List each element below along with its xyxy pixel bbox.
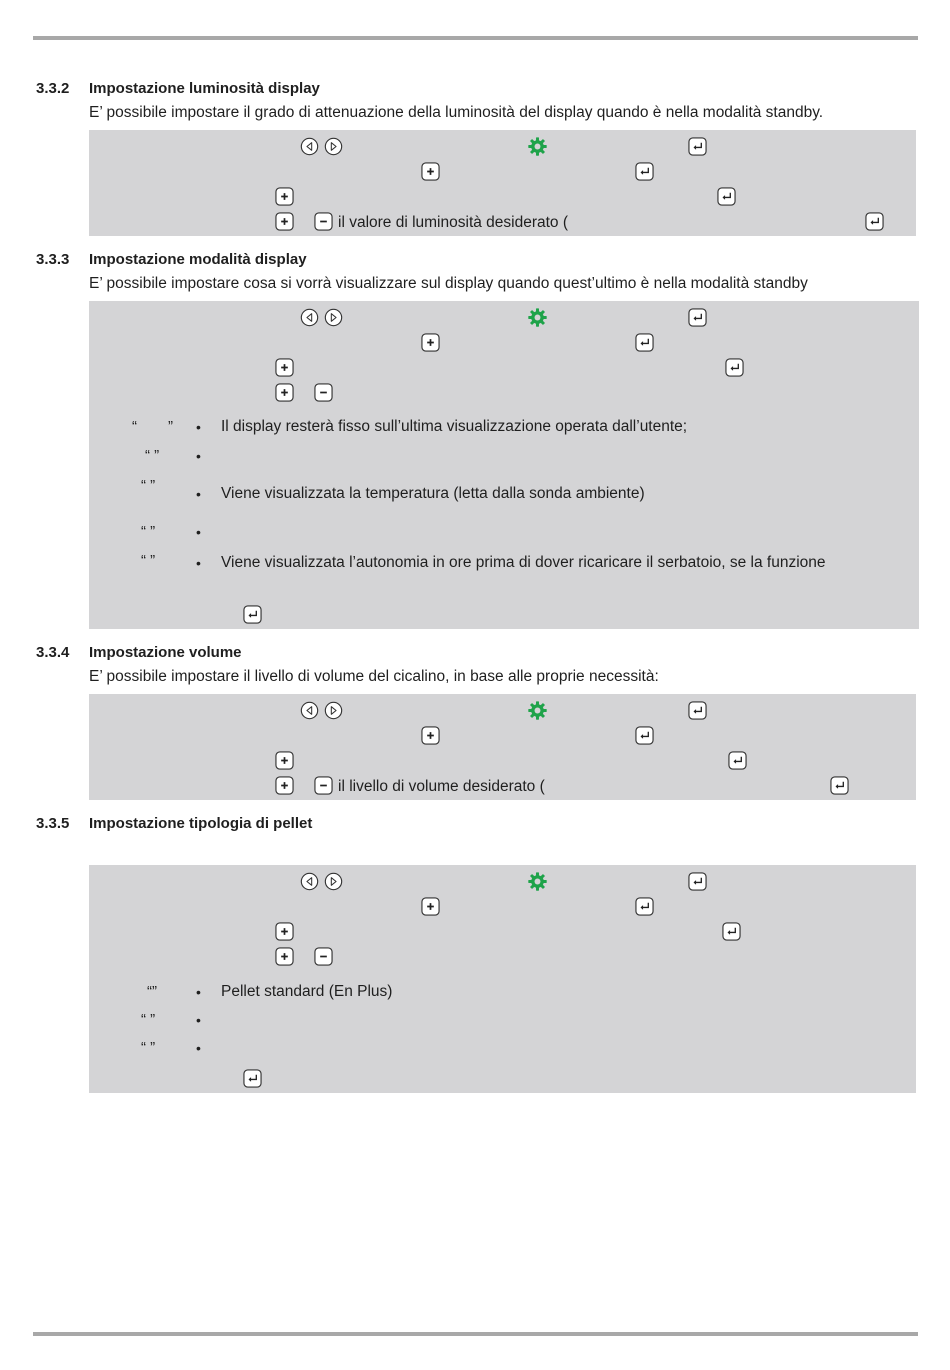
gear-icon — [527, 700, 548, 721]
bullet: • — [196, 555, 201, 571]
bullet: • — [196, 1040, 201, 1056]
gear-icon — [527, 871, 548, 892]
enter-icon — [728, 751, 747, 770]
arrow-left-icon — [300, 137, 319, 156]
enter-icon — [635, 162, 654, 181]
gear-icon — [527, 307, 548, 328]
plus-icon — [275, 383, 294, 402]
plus-icon — [275, 212, 294, 231]
plus-icon — [421, 162, 440, 181]
option-text: Pellet standard (En Plus) — [221, 983, 393, 1000]
quote-mark: ” — [168, 418, 173, 435]
plus-icon — [275, 947, 294, 966]
plus-icon — [275, 776, 294, 795]
minus-icon — [314, 947, 333, 966]
enter-icon — [688, 701, 707, 720]
section-number: 3.3.4 — [36, 644, 70, 661]
quote-mark: “” — [147, 983, 157, 1000]
arrow-left-icon — [300, 701, 319, 720]
quote-mark: “ ” — [145, 447, 160, 464]
enter-icon — [688, 137, 707, 156]
plus-icon — [421, 897, 440, 916]
quote-mark: “ ” — [141, 1039, 156, 1056]
step-text: il valore di luminosità desiderato ( — [338, 214, 569, 231]
arrow-left-icon — [300, 308, 319, 327]
section-intro: E’ possibile impostare cosa si vorrà visualizzare sul display quando quest’ultimo è nella modalità standby — [89, 275, 808, 292]
instruction-box — [89, 301, 919, 629]
section-intro: E’ possibile impostare il livello di volume del cicalino, in base alle proprie necessità: — [89, 668, 659, 685]
section-title: Impostazione modalità display — [89, 251, 307, 268]
section-title: Impostazione tipologia di pellet — [89, 815, 313, 832]
quote-mark: “ ” — [141, 477, 156, 494]
section-number: 3.3.3 — [36, 251, 70, 268]
enter-icon — [688, 872, 707, 891]
bullet: • — [196, 419, 201, 435]
bullet: • — [196, 524, 201, 540]
enter-icon — [688, 308, 707, 327]
section-number: 3.3.2 — [36, 80, 70, 97]
enter-icon — [635, 897, 654, 916]
enter-icon — [865, 212, 884, 231]
bullet: • — [196, 486, 201, 502]
section-number: 3.3.5 — [36, 815, 70, 832]
step-text: il livello di volume desiderato ( — [338, 778, 545, 795]
bullet: • — [196, 448, 201, 464]
enter-icon — [830, 776, 849, 795]
arrow-right-icon — [324, 701, 343, 720]
section-title: Impostazione volume — [89, 644, 242, 661]
instruction-box — [89, 694, 916, 800]
minus-icon — [314, 776, 333, 795]
arrow-right-icon — [324, 872, 343, 891]
quote-mark: “ ” — [141, 1011, 156, 1028]
quote-mark: “ — [132, 418, 137, 435]
top-rule — [33, 36, 918, 40]
enter-icon — [635, 726, 654, 745]
enter-icon — [243, 605, 262, 624]
plus-icon — [275, 187, 294, 206]
bullet: • — [196, 1012, 201, 1028]
bottom-rule — [33, 1332, 918, 1336]
enter-icon — [635, 333, 654, 352]
arrow-right-icon — [324, 308, 343, 327]
enter-icon — [725, 358, 744, 377]
arrow-right-icon — [324, 137, 343, 156]
arrow-left-icon — [300, 872, 319, 891]
gear-icon — [527, 136, 548, 157]
plus-icon — [275, 922, 294, 941]
plus-icon — [275, 358, 294, 377]
minus-icon — [314, 212, 333, 231]
enter-icon — [717, 187, 736, 206]
instruction-box — [89, 865, 916, 1093]
option-text: Viene visualizzata l’autonomia in ore prima di dover ricaricare il serbatoio, se la funzione — [221, 554, 826, 571]
enter-icon — [243, 1069, 262, 1088]
plus-icon — [275, 751, 294, 770]
section-title: Impostazione luminosità display — [89, 80, 320, 97]
instruction-box — [89, 130, 916, 236]
enter-icon — [722, 922, 741, 941]
option-text: Il display resterà fisso sull’ultima visualizzazione operata dall’utente; — [221, 418, 688, 435]
plus-icon — [421, 333, 440, 352]
option-text: Viene visualizzata la temperatura (letta dalla sonda ambiente) — [221, 485, 645, 502]
minus-icon — [314, 383, 333, 402]
plus-icon — [421, 726, 440, 745]
bullet: • — [196, 984, 201, 1000]
section-intro: E’ possibile impostare il grado di attenuazione della luminosità del display quando è nella modalità standby. — [89, 104, 824, 121]
quote-mark: “ ” — [141, 552, 156, 569]
quote-mark: “ ” — [141, 523, 156, 540]
